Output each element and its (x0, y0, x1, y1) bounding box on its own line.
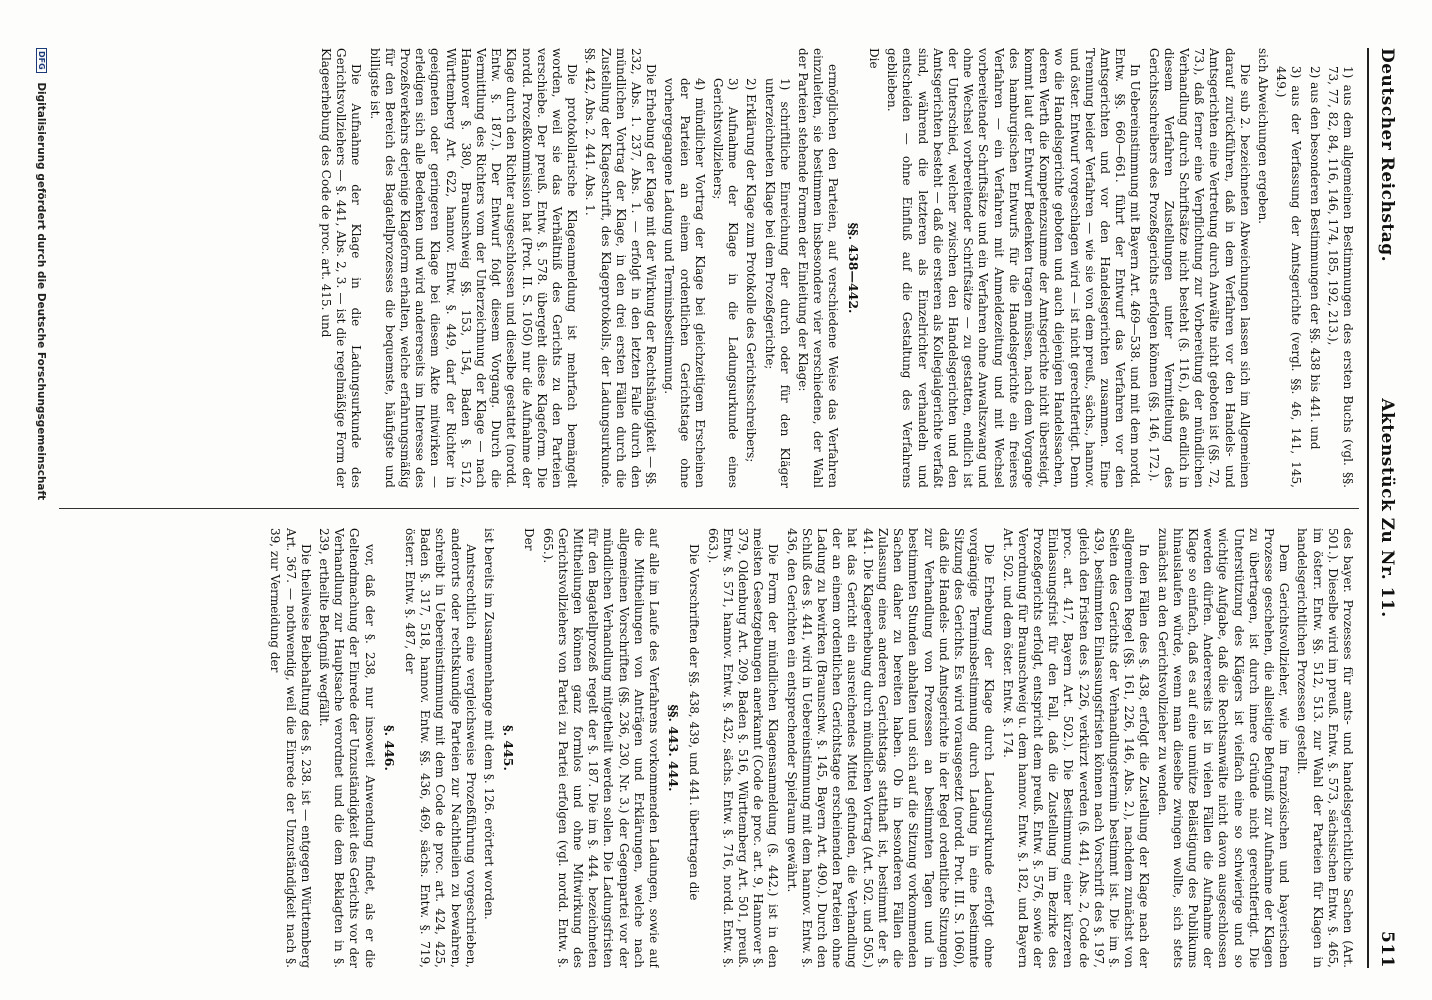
section-heading: §§. 438—442. (845, 222, 861, 314)
column-divider (59, 508, 1359, 509)
text-paragraph: Amtsrechtlich eine vergleichsweise Prozeßführung vorgeschrieben, anderorts oder rechtskundige Parteien zur Nachtheilen zu bewahren, schreibt in Uebereinstimmung mit dem Code de proc. art. 424, 425, Baden §. 317, 518, hannov. Entw. §§. 436, 469, sächs. Entw. §. 719, österr. Entw. §. 487, der (403, 528, 478, 968)
footer-text: Digitalisierung gefördert durch die Deutsche Forschungsgemeinschaft (35, 82, 47, 501)
text-paragraph: Die theilweise Beibehaltung des §. 238. ist — entgegen Württemberg Art. 367. — nothwendig, weil die Einrede der Unzuständigkeit nach §. 39, zur Vermeidung der (268, 528, 313, 968)
right-column (60, 528, 1355, 968)
digitization-footer (29, 48, 47, 968)
text-paragraph: Die Form der mündlichen Klagensanmeldung (§. 442.) ist in den meisten Gesetzgebungen anerkannt (Code de proc. art. 9, Hannover §. 379, Oldenburg Art. 209, Baden §. 516, Württemberg Art. 501, preuß. Entw. §. 571, hannov. Entw. §. 432, sächs. Entw. §. 716, nordd. Entw. §. 663.). (705, 528, 781, 968)
text-paragraph: 1) schriftliche Einreichung der durch oder für den Kläger unterzeichneten Klage bei dem Prozeßgerichte; (762, 78, 792, 488)
text-paragraph: 3) Aufnahme der Klage in die Ladungsurkunde eines Gerichtsvollziehers; (711, 78, 741, 488)
header-rule (1367, 48, 1369, 968)
text-paragraph: In den Fällen des §. 438, erfolgt die Zustellung der Klage nach der allgemeinen Regel (§§. 161, 226, 146, Abs. 2.), nachdem zunächst von Seiten des Gerichts der Verhandlungstermin bestimmt ist. Die im §. 439, bestimmten Einlassungsfristen können nach Vorschrift des §. 197, gleich den Fristen des §. 226, verkürzt werden (§. 441, Abs. 2, Code de proc. art. 417, Bayern Art. 502.). Die Bestimmung einer kürzeren Einlassungsfrist für den Fall, daß die Zustellung im Bezirke des Prozeßgerichts erfolgt, entspricht dem preuß. Entw. §. 576, sowie der Verordnung für Braunschweig u. dem hannov. Entw. §. 182, und Bayern Art. 502. und dem öster. Entw. §. 174. (1000, 528, 1152, 968)
text-paragraph: vor, daß der §. 238, nur insoweit Anwendung findet, als er die Geltendmachung der Einrede der Unzuständigkeit des Gerichts vor der Verhandlung zur Hauptsache verordnet und die dem Beklagten in §. 239, ertheilte Befugniß wegfällt. (317, 528, 377, 968)
text-paragraph: Die (866, 48, 881, 69)
section-heading: §. 445. (501, 725, 517, 771)
text-paragraph: 4) mündlicher Vortrag der Klage bei gleichzeitigem Erscheinen der Parteien an einem ordentlichen Gerichtstage ohne vorhergegangene Ladung und Terminsbestimmung. (662, 78, 707, 488)
text-paragraph: Der (522, 528, 537, 551)
text-paragraph: auf alle im Laufe des Verfahrens vorkommenden Ladungen, sowie auf die Mittheilungen von Anträgen und Erklärungen, welche nach allgemeinen Vorschriften (§§. 236, 230, Nr. 3.) der Gegenpartei vor der mündlichen Verhandlung mitgetheilt werden sollen. Die Ladungsfristen für den Bagatellprozeß regelt der §. 187. Die im §. 444. bezeichneten Mittheilungen können ganz formlos und ohne Mitwirkung des Gerichtsvollziehers von Partei zu Partei erfolgen (vgl. nordd. Entw. §. 665.). (540, 528, 662, 968)
text-paragraph: 2) aus den besonderen Bestimmungen der §§. 438 bis 441. und (1307, 66, 1322, 450)
text-paragraph: Die Vorschriften der §§. 438, 439, und 441. übertragen die (687, 544, 702, 901)
text-paragraph: Dem Gerichtsvollzieher, wie im französischen und bayerischen Prozesse geschehen, die allseitige Befugniß zur Aufnahme der Klagen zu übertragen, ist durch innere Gründe nicht gerechtfertigt. Die Unterstützung des Klägers ist vielfach eine so schwierige und so wichtige Aufgabe, daß die Rechtsanwälte nicht davon ausgeschlossen werden dürfen. Andererseits ist in vielen Fällen die Aufnahme der Klage so einfach, daß es auf eine unnütze Belästigung des Publikums hinauslaufen würde, wenn man dieselbe zwingen wollte, sich stets zunächst an den Gerichtsvollzieher zu wenden. (1155, 528, 1292, 968)
dfg-logo-icon: DFG (36, 48, 47, 73)
left-column (60, 48, 1355, 488)
document-number: Aktenstück Zu Nr. 11. (1377, 398, 1397, 618)
text-paragraph: ermöglichen den Parteien, auf verschiedene Weise das Verfahren einzuleiten, sie bestimmen insbesondere vier verschiedene, der Wahl der Parteien stehende Formen der Einleitung der Klage: (796, 48, 841, 488)
page-header (1367, 48, 1397, 968)
running-title: Deutscher Reichstag. (1377, 48, 1397, 263)
text-paragraph: 3) aus der Verfassung der Amtsgerichte (vergl. §§. 46, 141, 145, 449.) (1274, 66, 1304, 488)
text-paragraph: ist bereits im Zusammenhange mit dem §. 126. erörtert worden. (482, 528, 497, 920)
text-paragraph: 2) Erklärung der Klage zum Protokolle des Gerichtsschreibers; (744, 78, 759, 463)
text-paragraph: sich Abweichungen ergeben. (1255, 48, 1270, 224)
text-paragraph: 1) aus dem allgemeinen Bestimmungen des ersten Buchs (vgl. §§. 73, 77, 82, 84, 116, 146, 174, 185, 192, 213.), (1325, 66, 1355, 488)
section-heading: §. 446. (381, 725, 397, 771)
text-paragraph: Die protokollarische Klageanmeldung ist mehrfach bemängelt worden, weil sie das Verhältniß des Gerichts zu den Parteien verschiebe. Der preuß. Entw. §. 578. übergeht diese Klageform. Die nordd. Prozeßkommission hat (Prot. II. S. 1050) nur die Aufnahme der Klage durch den Richter ausgeschlossen und dieselbe gestattet (nordd. Entw. §. 187.). Der Entwurf folgt diesem Vorgang. Durch die Vermittlung des Richters vom der Unterzeichnung der Klage — nach Hannover §. 380, Braunschweig §§. 153, 154, Baden §. 512, Württemberg Art. 622, hannov. Entw. §. 449, darf der Richter in geeigneten oder geringeren Klage bei diesem Akte mitwirken — erledigen sich alle Bedenken und wird andererseits im Interesse des Prozeßverkehrs derjenige Klageform erhalten, welche erfahrungsmäßig für den Bereich des Bagatellprozesses die bequemste, häufigste und billigste ist. (367, 48, 580, 488)
text-paragraph: Die Erhebung der Klage mit der Wirkung der Rechtshängigkeit — §§. 232, Abs. 1. 237, Abs. 1. — erfolgt in den letzten Falle durch den mündlichen Vortrag der Klage, in den drei ersten Fällen durch die Zustellung der Klageschrift, des Klageprotokolls, der Ladungsurkunde. §§. 442, Abs. 2. 441. Abs. 1. (583, 48, 659, 488)
text-paragraph: In Uebereinstimmung mit Bayern Art. 469—538. und mit dem nordd. Entw. §§. 660—661. führt der Entwurf das Verfahren vor den Amtsgerichten und vor den Handelsgerichten zusammen. Eine Trennung beider Verfahren — wie sie von dem preuß., sächs., hannov. und öster. Entwurf vorgeschlagen wird — ist nicht gerechtfertigt. Denn wo die Handelsgerichte geboten und auch diejenigen Handelssachen, deren Werth die Kompetenzsumme der Amtsgerichte nicht übersteigt, kommt laut der Entwurf Bedenken tragen müssen, nach dem Vorgange des hamburgischen Entwurfs für die Handelsgerichte ein freieres Verfahren — ein Verfahren mit Anmeldezeitung und mit Wechsel vorbereitender Schriftsätze und ein Verfahren ohne Anwaltszwang und ohne Wechsel vorbereitender Schriftsätze — zu gestatten, endlich ist der Unterschied, welcher zwischen den Handelsgerichten und den Amtsgerichten besteht — daß die ersteren als Kollegialgerichte verfaßt sind, während die letzteren als Einzelrichter verhandeln und entscheiden — ohne Einfluß auf die Gestaltung des Verfahrens geblieben. (885, 48, 1143, 488)
text-paragraph: Die Erhebung der Klage durch Ladungsurkunde erfolgt ohne vorgängige Terminsbestimmung durch Ladung in eine bestimmte Sitzung des Gerichts. Es wird vorausgesetzt (nordd. Prot. III. S. 1060), daß die Handels- und Amtsgerichte in der Regel ordentliche Sitzungen zur Verhandlung von Prozessen an bestimmten Tagen und in bestimmten Stunden abhalten und sich auf die Sitzung vorkommenden Sachen daher zu bereiten haben. Ob in besonderen Fällen die Zulassung eines anderen Gerichtstags statthaft ist, bestimmt der §. 441. Die Klageerhebung durch mündlichen Vortrag (Art. 502. und 505.) hat das Gericht ein ausreichendes Mittel gefunden, die Verhandlung der an einem ordentlichen Gerichtstage erscheinenden Parteien ohne Ladung zu bewirken (Braunschw. §. 145, Bayern Art. 490.). Durch den Schluß des §. 441, wird in Uebereinstimmung mit dem hannov. Entw. §. 436, den Gerichten ein entsprechender Spielraum gewährt. (784, 528, 997, 968)
page-number: 511 (1377, 931, 1397, 968)
text-paragraph: Die Aufnahme der Klage in die Ladungsurkunde des Gerichtsvollziehers — §. 441, Abs. 2, 3. — ist die regelmäßige Form der Klageerhebung des Code de proc. art. 415. und (319, 48, 364, 488)
section-heading: §§. 443. 444. (666, 704, 682, 792)
text-paragraph: Die sub 2. bezeichneten Abweichungen lassen sich im Allgemeinen darauf zurückführen, daß in dem Verfahren vor den Handels- und Amtsgerichten eine Vertretung durch Anwälte nicht geboten ist (§§. 72, 73.), daß ferner eine Verpflichtung zur Vorbereitung der mündlichen Verhandlung durch Schriftsätze nicht besteht (§. 116.), daß endlich in diesem Verfahren Zustellungen unter Vermittelung des Gerichtsschreibers des Prozeßgerichts erfolgen können (§§. 146, 172.). (1146, 48, 1252, 488)
document-page (24, 8, 1419, 1000)
text-paragraph: des bayer. Prozesses für amts- und handelsgerichtliche Sachen (Art. 501.). Dieselbe wird im preuß. Entw. §. 573, sächsischen Entw. §. 465, im österr. Entw. §§. 512, 513. zur Wahl der Parteien für Klagen in handelsgerichtlichen Prozessen gestellt. (1295, 528, 1355, 968)
